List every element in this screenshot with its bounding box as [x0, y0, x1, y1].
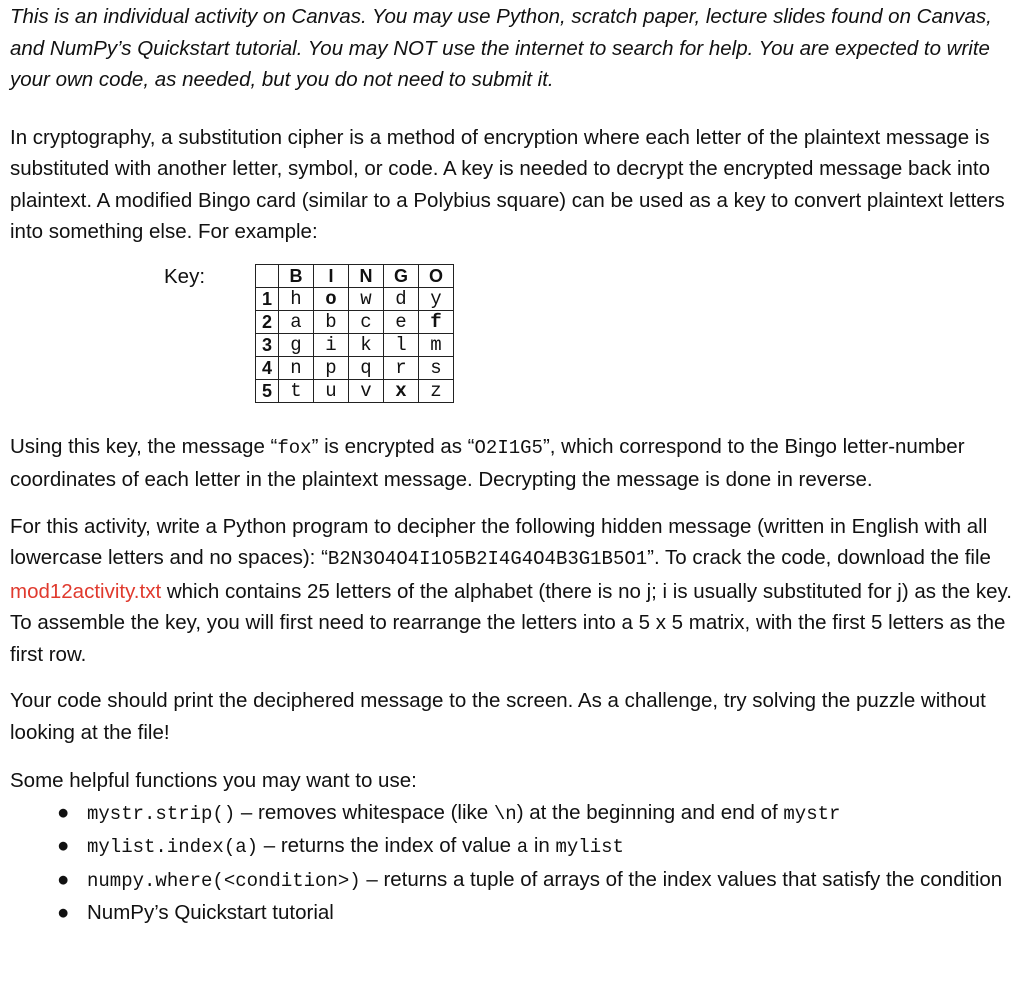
bingo-cell: k [349, 333, 384, 356]
bingo-cell: q [349, 356, 384, 379]
example-paragraph [10, 431, 1014, 496]
bingo-row [256, 310, 454, 333]
function-code-inline: mylist [555, 836, 624, 858]
cipher-intro-paragraph: In cryptography, a substitution cipher is a method of encryption where each letter of the plaintext message is substituted with another letter, symbol, or code. A key is needed to decrypt the encrypted message back into plaintext. A modified Bingo card (similar to a Polybius square) can be used as a key to convert plaintext letters into something else. For example: [10, 125, 1005, 243]
function-code-inline: a [516, 836, 529, 858]
list-item [10, 830, 1014, 864]
bullet-icon: ● [57, 901, 70, 924]
example-text-c: ”, which correspond to the Bingo letter-number coordinates of each letter in the plaintext message. Decrypting the message is done in reverse. [10, 434, 965, 491]
hidden-message-code: B2N3O4O4I1O5B2I4G4O4B3G1B5O1 [327, 548, 648, 570]
bingo-cell: u [314, 379, 349, 402]
bingo-row [256, 287, 454, 310]
function-code-inline: mystr [783, 802, 841, 825]
function-code: numpy.where(<condition>) [87, 869, 361, 892]
bingo-cell: z [419, 379, 454, 402]
example-text-a: Using this key, the message “ [10, 434, 278, 458]
bingo-col-header: I [314, 264, 349, 287]
bingo-col-header: B [279, 264, 314, 287]
bingo-cell: e [384, 310, 419, 333]
function-desc: – returns a tuple of arrays of the index values that satisfy the condition [360, 867, 1003, 891]
bingo-header-row [256, 264, 454, 287]
bingo-cell: h [279, 287, 314, 310]
task-text-c: which contains 25 letters of the alphabet (there is no j; i is usually substituted for j) as the key. To assemble the key, you will first need to rearrange the letters into a 5 x 5 matrix, with the first 5 letters as the first row. [10, 579, 1012, 666]
bingo-cell: p [314, 356, 349, 379]
bingo-cell: f [419, 310, 454, 333]
bingo-cell: m [419, 333, 454, 356]
bingo-cell: o [314, 287, 349, 310]
example-word: fox [277, 436, 312, 459]
bingo-cell: s [419, 356, 454, 379]
bingo-row-header: 5 [256, 379, 279, 402]
bingo-row-header: 1 [256, 287, 279, 310]
bingo-cell: n [279, 356, 314, 379]
bingo-row [256, 379, 454, 402]
intro-paragraph: This is an individual activity on Canvas. You may use Python, scratch paper, lecture slides found on Canvas, and NumPy’s Quickstart tutorial. You may NOT use the internet to search for help. You are expected to write your own code, as needed, but you do not need to submit it. [10, 5, 992, 91]
example-code: O2I1G5 [474, 436, 543, 459]
list-item [10, 797, 1014, 831]
key-file-link[interactable]: mod12activity.txt [10, 579, 162, 603]
function-desc: – removes whitespace (like [235, 800, 494, 824]
function-code-inline: \n [493, 802, 517, 825]
functions-heading: Some helpful functions you may want to use: [10, 769, 417, 792]
bullet-icon: ● [57, 867, 70, 891]
bingo-cell: v [349, 379, 384, 402]
bingo-corner-cell [256, 264, 279, 287]
bingo-cell: l [384, 333, 419, 356]
function-desc-2: in [528, 834, 556, 857]
task-text-b: ”. To crack the code, download the file [647, 546, 991, 569]
key-label: Key: [164, 264, 206, 288]
function-code: mylist.index(a) [87, 836, 259, 858]
bingo-col-header: O [419, 264, 454, 287]
bingo-cell: r [384, 356, 419, 379]
bingo-cell: c [349, 310, 384, 333]
bingo-cell: t [279, 379, 314, 402]
bingo-cell: g [279, 333, 314, 356]
task-paragraph [10, 511, 1014, 671]
bingo-cell: i [314, 333, 349, 356]
function-desc: NumPy’s Quickstart tutorial [87, 901, 334, 924]
bingo-cell: y [419, 287, 454, 310]
bingo-cell: w [349, 287, 384, 310]
bingo-cell: d [384, 287, 419, 310]
bingo-row-header: 2 [256, 310, 279, 333]
bingo-col-header: N [349, 264, 384, 287]
key-section [10, 261, 1014, 431]
example-text-b: ” is encrypted as “ [311, 434, 475, 458]
list-item [10, 864, 1014, 898]
functions-list [10, 797, 1014, 929]
bingo-col-header: G [384, 264, 419, 287]
bingo-cell: x [384, 379, 419, 402]
bingo-row-header: 4 [256, 356, 279, 379]
bingo-key-table [255, 264, 454, 403]
task-text-a: For this activity, write a Python program to decipher the following hidden message (written in English with all lowercase letters and no spaces): “ [10, 514, 988, 569]
document-page [10, 0, 1014, 929]
bingo-row [256, 333, 454, 356]
bingo-row [256, 356, 454, 379]
function-desc-2: ) at the beginning and end of [516, 800, 784, 824]
bingo-row-header: 3 [256, 333, 279, 356]
bullet-icon: ● [57, 800, 70, 824]
bullet-icon: ● [57, 834, 70, 857]
output-paragraph: Your code should print the deciphered message to the screen. As a challenge, try solving the puzzle without looking at the file! [10, 689, 986, 744]
bingo-cell: a [279, 310, 314, 333]
bingo-cell: b [314, 310, 349, 333]
list-item [10, 897, 1014, 929]
function-desc: – returns the index of value [258, 834, 517, 857]
function-code: mystr.strip() [87, 802, 236, 825]
